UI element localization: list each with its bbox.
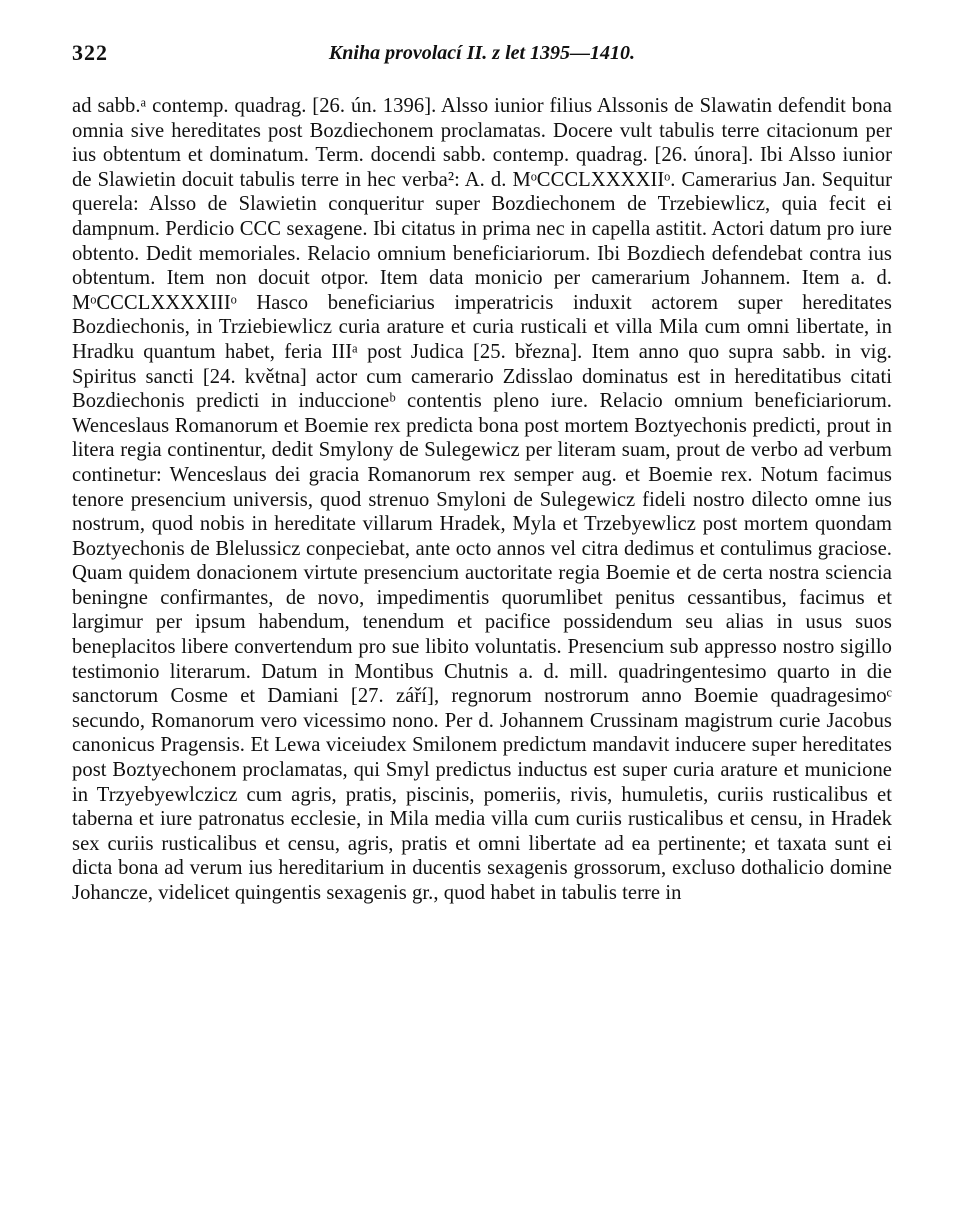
running-header bbox=[72, 40, 892, 70]
document-page bbox=[72, 40, 892, 906]
page-number: 322 bbox=[72, 40, 108, 65]
running-title: Kniha provolací II. z let 1395—1410. bbox=[328, 42, 636, 64]
body-paragraph: ad sabb.ᵃ contemp. quadrag. [26. ún. 1396]. Alsso iunior filius Alssonis de Slawatin defendit bona omnia sive hereditates post Bozdiechonem proclamatas. Docere vult tabulis terre citacionum per ius obtentum et dominatum. Term. docendi sabb. contemp. quadrag. [26. února]. Ibi Alsso iunior de Slawietin docuit tabulis terre in hec verba²: A. d. MᵒCCCLXXXXIIᵒ. Camerarius Jan. Sequitur querela: Alsso de Slawietin conqueritur super Bozdiechonem de Trzebiewlicz, quia fecit ei dampnum. Perdicio CCC sexagene. Ibi citatus in prima nec in capella astitit. Actori datum pro iure obtento. Dedit memoriales. Relacio omnium beneficiariorum. Ibi Bozdiech defendebat contra ius obtentum. Item non docuit otpor. Item data monicio per camerarium Johannem. Item a. d. MᵒCCCLXXXXIIIᵒ Hasco beneficiarius imperatricis induxit actorem super hereditates Bozdiechonis, in Trziebiewlicz curia arature et curia rusticali et villa Mila cum omni libertate, in Hradku quantum habet, feria IIIᵃ post Judica [25. března]. Item anno quo supra sabb. in vig. Spiritus sancti [24. května] actor cum camerario Zdisslao dominatus est in hereditatibus citati Bozdiechonis predicti in induccioneᵇ contentis pleno iure. Relacio omnium beneficiariorum. Wenceslaus Romanorum et Boemie rex predicta bona post mortem Boztyechonis predicti, prout in litera regia continentur, dedit Smylony de Sulegewicz per literam suam, prout de verbo ad verbum continetur: Wenceslaus dei gracia Romanorum rex semper aug. et Boemie rex. Notum facimus tenore presencium universis, quod strenuo Smyloni de Sulegewicz fideli nostro dilecto omne ius nostrum, quod nobis in hereditate villarum Hradek, Myla et Trzebyewlicz post mortem quondam Boztyechonis de Blelussicz conpeciebat, ante octo annos vel citra dedimus et contulimus graciose. Quam quidem donacionem virtute presencium auctoritate regia Boemie et de certa nostra sciencia beningne confirmantes, de novo, impedimentis quorumlibet penitus cessantibus, facimus et largimur per ipsum habendum, tenendum et pacifice possidendum seu alias in usus suos beneplacitos libere convertendum pro sue libito voluntatis. Presencium sub appresso nostro sigillo testimonio literarum. Datum in Montibus Chutnis a. d. mill. quadringentesimo quarto in die sanctorum Cosme et Damiani [27. září], regnorum nostrorum anno Boemie quadragesimoᶜ secundo, Romanorum vero vicessimo nono. Per d. Johannem Crussinam magistrum curie Jacobus canonicus Pragensis. Et Lewa viceiudex Smilonem predictum mandavit inducere super hereditates post Boztyechonem proclamatas, qui Smyl predictus inductus est super curia arature et municione in Trzyebyewlczicz cum agris, pratis, piscinis, pomeriis, rivis, humuletis, curiis rusticalibus et taberna et iure patronatus ecclesie, in Mila media villa cum curiis rusticalibus et censu, in Hradek sex curiis rusticalibus et censu, agris, pratis et omni libertate ad ea pertinente; et taxata sunt ei dicta bona ad verum ius hereditarium in ducentis sexagenis grossorum, excluso dothalicio domine Johancze, videlicet quingentis sexagenis gr., quod habet in tabulis terre in bbox=[72, 95, 892, 904]
